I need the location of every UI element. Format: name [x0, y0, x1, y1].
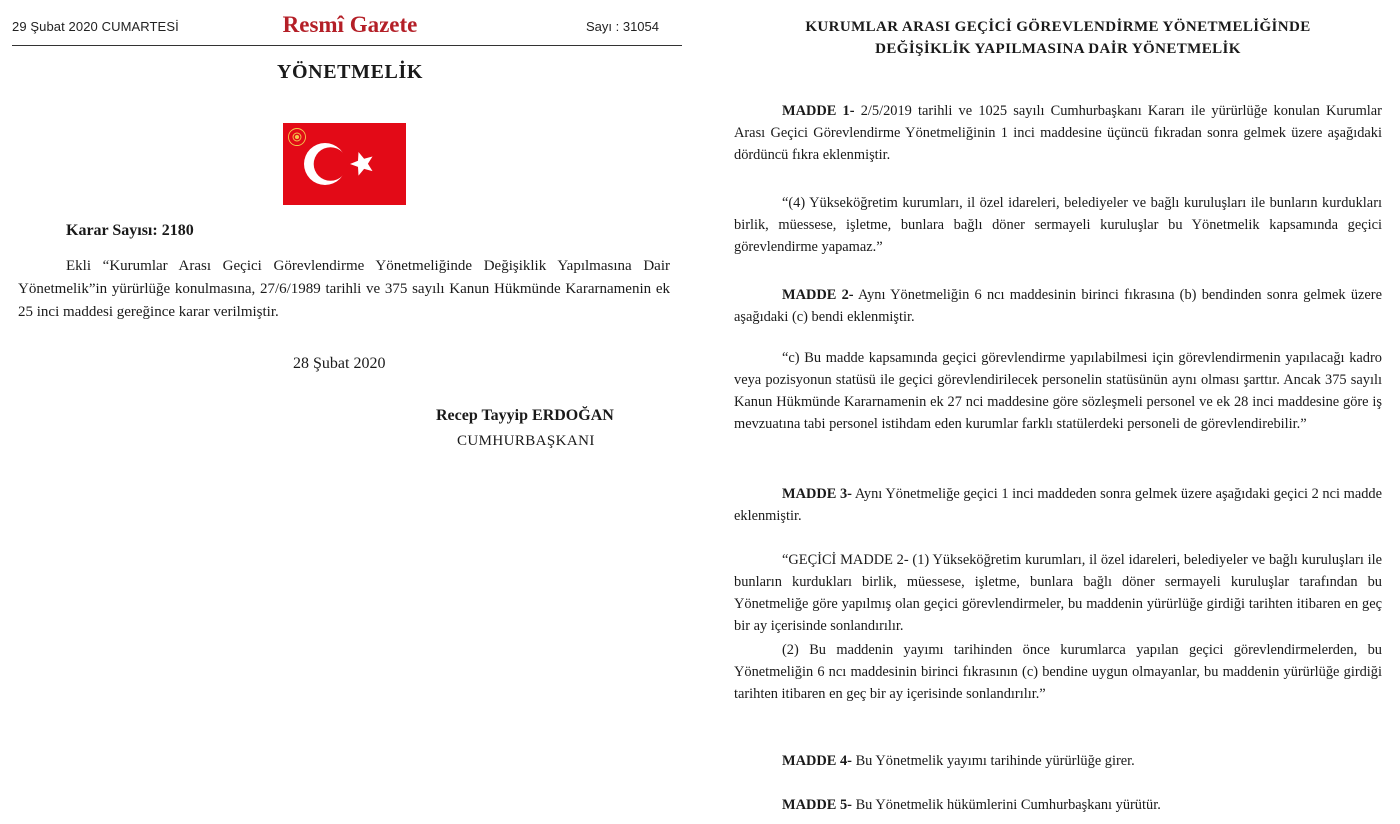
article-1-quote: “(4) Yükseköğretim kurumları, il özel idareleri, belediyeler ve bağlı kuruluşları ile bunların kurdukları birlik, müessese, işletme, bunlara bağlı döner sermayeli kuruluşlar bu Yönetmelik kapsamında geçici görevlendirme yapamaz.”: [734, 195, 1382, 255]
regulation-right-column: [716, 0, 1400, 824]
section-title: YÖNETMELİK: [276, 61, 424, 83]
decision-text: Ekli “Kurumlar Arası Geçici Görevlendirme Yönetmeliğinde Değişiklik Yapılmasına Dair Yönetmelik”in yürürlüğe konulmasına, 27/6/1989 tarihli ve 375 sayılı Kanun Hükmünde Kararnamenin ek 25 inci maddesi gereğince karar verilmiştir.: [18, 258, 670, 320]
decision-date: 28 Şubat 2020: [293, 355, 386, 372]
turkish-flag-icon: [283, 123, 406, 205]
article-5-text: Bu Yönetmelik hükümlerini Cumhurbaşkanı yürütür.: [855, 797, 1161, 813]
signer-title: CUMHURBAŞKANI: [457, 433, 595, 449]
article-3-quote-2: (2) Bu maddenin yayımı tarihinden önce kurumlarca yapılan geçici görevlendirmelerden, bu Yönetmeliğin 6 ncı maddesinin birinci fıkrasının (c) bendine uygun olmayanlar, bu maddenin yürürlüğe girdiği tarihten itibaren en geç bir ay içerisinde sonlandırılır.”: [734, 642, 1382, 702]
article-3-text: Aynı Yönetmeliğe geçici 1 inci maddeden sonra gelmek üzere aşağıdaki geçici 2 nci madde eklenmiştir.: [734, 486, 1383, 524]
gazette-title: Resmî Gazete: [282, 12, 418, 37]
article-3-quote-1: “GEÇİCİ MADDE 2- (1) Yükseköğretim kurumları, il özel idareleri, belediyeler ve bağlı kuruluşları ile bunların kurdukları birlik, müessese, işletme, bunlara bağlı döner sermayeli kuruluşlar tarafından bu Yönetmeliğe göre yapılmış olan geçici görevlendirmeler, bu maddenin yürürlüğe girdiği tarihten itibaren en geç bir ay içerisinde sonlandırılır.: [734, 552, 1382, 634]
article-5-label: MADDE 5-: [782, 797, 852, 813]
decision-number: Karar Sayısı: 2180: [66, 222, 194, 239]
article-3: [734, 483, 1382, 527]
regulation-title: [716, 16, 1400, 60]
article-4: [734, 750, 1382, 772]
article-4-text: Bu Yönetmelik yayımı tarihinde yürürlüğe girer.: [855, 753, 1135, 769]
article-3-label: MADDE 3-: [782, 486, 852, 502]
signer-name: Recep Tayyip ERDOĞAN: [436, 407, 614, 424]
article-4-label: MADDE 4-: [782, 753, 852, 769]
article-5: [734, 794, 1382, 816]
header-divider: [12, 45, 682, 46]
gazette-issue-number: Sayı : 31054: [586, 19, 659, 34]
article-2-quote: “c) Bu madde kapsamında geçici görevlendirme yapılabilmesi için görevlendirmenin yapılacağı kadro veya pozisyonun statüsü ile geçici görevlendirilecek personelin statüsünün aynı olması şarttır. Ancak 375 sayılı Kanun Hükmünde Kararnamenin ek 27 nci maddesine göre sözleşmeli personel ve ek 28 inci maddesine göre iş mevzuatına tabi personel istihdam eden kurumlar farklı statülerdeki personeli de görevlendirebilir.”: [734, 350, 1382, 432]
article-1: [734, 100, 1382, 166]
gazette-date: 29 Şubat 2020 CUMARTESİ: [12, 19, 179, 34]
article-2-label: MADDE 2-: [782, 287, 854, 303]
article-1-text: 2/5/2019 tarihli ve 1025 sayılı Cumhurbaşkanı Kararı ile yürürlüğe konulan Kurumlar Arası Geçici Görevlendirme Yönetmeliğinin 1 inci maddesine üçüncü fıkradan sonra gelmek üzere aşağıdaki dördüncü fıkra eklenmiştir.: [734, 103, 1382, 163]
article-1-label: MADDE 1-: [782, 103, 855, 119]
article-2: [734, 284, 1382, 328]
regulation-title-line-2: DEĞİŞİKLİK YAPILMASINA DAİR YÖNETMELİK: [875, 41, 1241, 57]
article-2-text: Aynı Yönetmeliğin 6 ncı maddesinin birinci fıkrasına (b) bendinden sonra gelmek üzere aşağıdaki (c) bendi eklenmiştir.: [734, 287, 1382, 325]
regulation-title-line-1: KURUMLAR ARASI GEÇİCİ GÖREVLENDİRME YÖNETMELİĞİNDE: [805, 19, 1311, 35]
